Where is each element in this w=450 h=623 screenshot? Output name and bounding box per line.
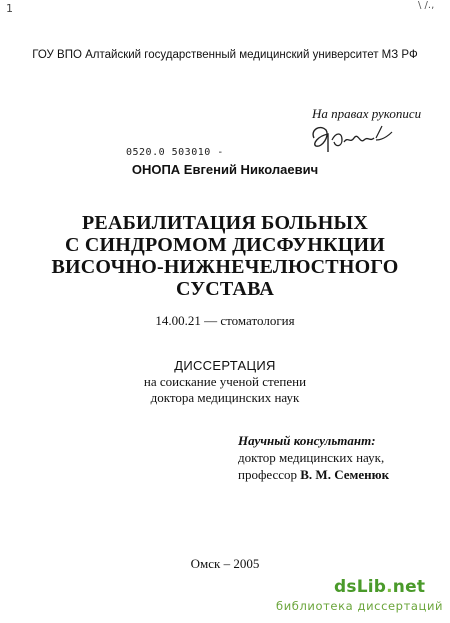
university-header: ГОУ ВПО Алтайский государственный медицинский университет МЗ РФ — [32, 49, 418, 61]
manuscript-rights-note: На правах рукописи — [312, 106, 422, 121]
consultant-title-line — [238, 466, 389, 483]
title-line-1: РЕАБИЛИТАЦИЯ БОЛЬНЫХ — [82, 212, 368, 234]
catalog-code-stamp: 0520.0 503010 - — [126, 147, 224, 158]
consultant-degree: доктор медицинских наук, — [238, 450, 385, 465]
logo-main-text: dsLib — [334, 577, 387, 597]
title-line-2: С СИНДРОМОМ ДИСФУНКЦИИ — [65, 234, 385, 256]
consultant-label: Научный консультант: — [238, 433, 376, 448]
document-type: ДИССЕРТАЦИЯ — [174, 358, 276, 373]
scientific-consultant — [238, 432, 389, 483]
specialty-code: 14.00.21 — стоматология — [155, 313, 295, 328]
watermark-subtitle: библиотека диссертаций — [276, 599, 444, 613]
handwritten-signature — [306, 118, 396, 158]
logo-tld: net — [392, 577, 426, 597]
corner-signature-mark: \ /., — [418, 0, 435, 11]
corner-mark: 1 — [6, 2, 14, 15]
consultant-rank: профессор — [238, 467, 301, 482]
logo-dot: . — [386, 577, 393, 597]
degree-line-1: на соискание ученой степени — [143, 374, 307, 389]
author-name: ОНОПА Евгений Николаевич — [131, 162, 319, 177]
consultant-name: В. М. Семенюк — [300, 467, 390, 482]
degree-description — [0, 374, 450, 406]
title-line-4: СУСТАВА — [175, 278, 274, 300]
degree-line-2: доктора медицинских наук — [150, 390, 300, 405]
dslib-watermark-logo[interactable] — [334, 577, 425, 597]
dissertation-title — [0, 212, 450, 300]
title-line-3: ВИСОЧНО-НИЖНЕЧЕЛЮСТНОГО — [51, 256, 399, 278]
city-year: Омск – 2005 — [190, 556, 260, 571]
